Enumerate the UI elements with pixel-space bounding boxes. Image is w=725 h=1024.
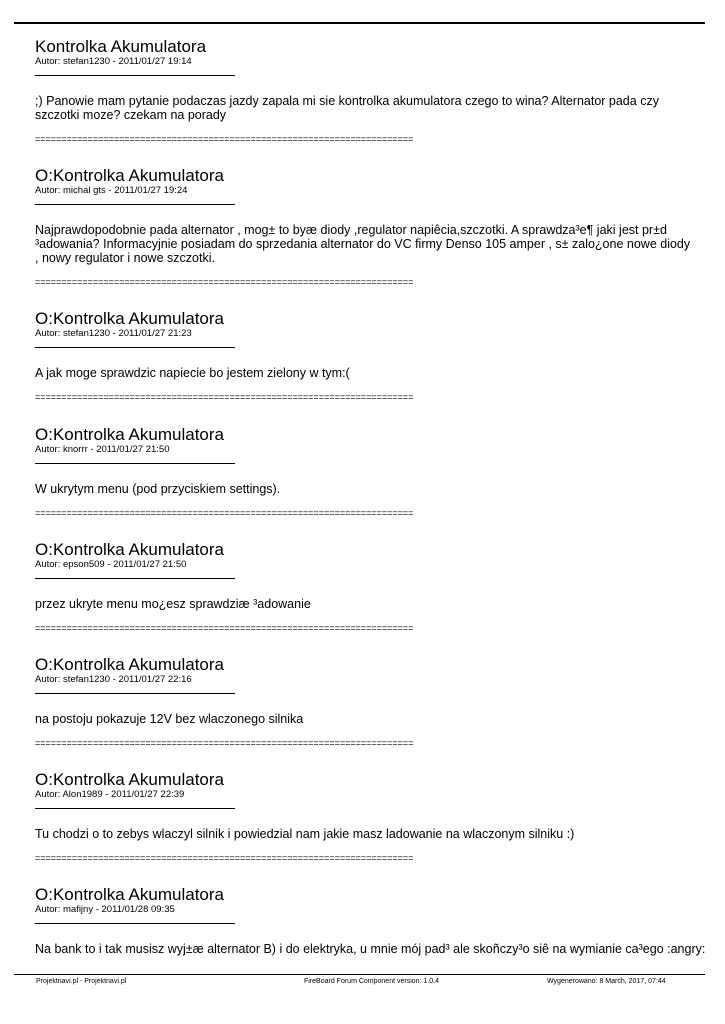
forum-post (35, 886, 705, 956)
post-separator: ======================================================================== (35, 277, 414, 287)
post-title: O:Kontrolka Akumulatora (35, 770, 224, 789)
post-separator: ======================================================================== (35, 392, 414, 402)
post-title: Kontrolka Akumulatora (35, 37, 207, 56)
footer-generated-date: Wygenerowano: 8 March, 2017, 07:44 (547, 978, 666, 985)
footer-site: Projektnavi.pl - Projektnavi.pl (36, 978, 127, 985)
post-title: O:Kontrolka Akumulatora (35, 425, 224, 444)
post-separator: ======================================================================== (35, 853, 414, 863)
meta-divider (35, 347, 235, 348)
footer-component-version: FireBoard Forum Component version: 1.0.4 (304, 978, 440, 985)
forum-post (35, 167, 705, 287)
post-meta: Autor: epson509 - 2011/01/27 21:50 (35, 559, 187, 570)
post-separator: ======================================================================== (35, 134, 414, 144)
post-separator: ======================================================================== (35, 508, 414, 518)
forum-post (35, 541, 705, 633)
meta-divider (35, 463, 235, 464)
top-rule (14, 22, 705, 24)
post-meta: Autor: stefan1230 - 2011/01/27 21:23 (35, 328, 192, 339)
meta-divider (35, 923, 235, 924)
post-meta: Autor: stefan1230 - 2011/01/27 22:16 (35, 674, 192, 685)
forum-post (35, 426, 705, 518)
post-body: ;) Panowie mam pytanie podaczas jazdy zapala mi sie kontrolka akumulatora czego to wina? Alternator pada czy szczotki moze? czekam na porady (35, 94, 659, 122)
post-meta: Autor: mafijny - 2011/01/28 09:35 (35, 904, 175, 915)
post-separator: ======================================================================== (35, 623, 414, 633)
meta-divider (35, 808, 235, 809)
post-title: O:Kontrolka Akumulatora (35, 166, 224, 185)
meta-divider (35, 75, 235, 76)
post-meta: Autor: knorrr - 2011/01/27 21:50 (35, 444, 170, 455)
post-title: O:Kontrolka Akumulatora (35, 309, 224, 328)
post-meta: Autor: michal gts - 2011/01/27 19:24 (35, 185, 188, 196)
post-body: Najprawdopodobnie pada alternator , mog± to byæ diody ,regulator napiêcia,szczotki. A sprawdza³e¶ jaki jest pr±d ³adowania? Informacyjnie posiadam do sprzedania alternator do VC firmy Denso 105 amper , s± zalo¿one nowe diody , nowy regulator i nowe szczotki. (35, 223, 691, 265)
post-body: przez ukryte menu mo¿esz sprawdziæ ³adowanie (35, 597, 311, 611)
forum-post (35, 656, 705, 748)
forum-post (35, 38, 705, 144)
post-title: O:Kontrolka Akumulatora (35, 885, 224, 904)
post-body: na postoju pokazuje 12V bez wlaczonego silnika (35, 712, 304, 726)
post-body: Na bank to i tak musisz wyj±æ alternator B) i do elektryka, u mnie mój pad³ ale skoñczy³o siê na wymianie ca³ego :angry: (35, 942, 706, 956)
post-title: O:Kontrolka Akumulatora (35, 655, 224, 674)
meta-divider (35, 578, 235, 579)
meta-divider (35, 204, 235, 205)
footer-rule (14, 974, 705, 975)
post-meta: Autor: Alon1989 - 2011/01/27 22:39 (35, 789, 185, 800)
post-body: A jak moge sprawdzic napiecie bo jestem zielony w tym:( (35, 366, 350, 380)
post-separator: ======================================================================== (35, 738, 414, 748)
post-meta: Autor: stefan1230 - 2011/01/27 19:14 (35, 56, 192, 67)
post-title: O:Kontrolka Akumulatora (35, 540, 224, 559)
forum-post (35, 310, 705, 402)
post-body: W ukrytym menu (pod przyciskiem settings). (35, 482, 281, 496)
meta-divider (35, 693, 235, 694)
post-body: Tu chodzi o to zebys wlaczyl silnik i powiedzial nam jakie masz ladowanie na wlaczonym silniku :) (35, 827, 575, 841)
forum-post (35, 771, 705, 863)
